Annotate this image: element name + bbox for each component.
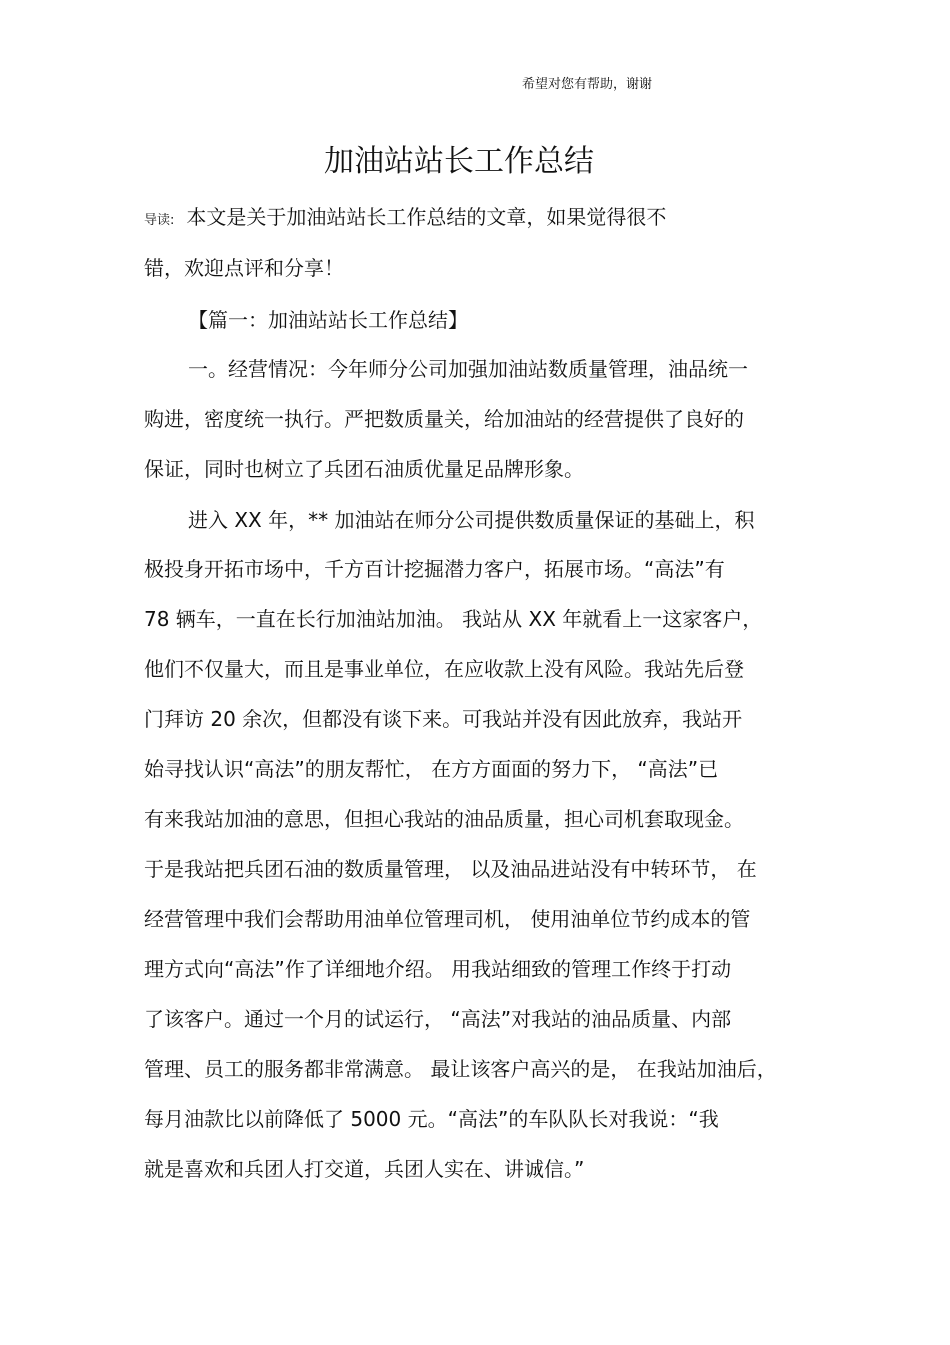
body-line-5: 极投身开拓市场中，千方百计挖掘潜力客户，拓展市场。“高法”有: [144, 557, 725, 581]
lead-label: 导读:: [144, 213, 175, 228]
body-line-4: 进入 XX 年，** 加油站在师分公司提供数质量保证的基础上，积: [188, 508, 755, 532]
body-line-2: 购进，密度统一执行。严把数质量关，给加油站的经营提供了良好的: [144, 407, 744, 431]
body-line-9: 始寻找认识“高法”的朋友帮忙， 在方方面面的努力下， “高法”已: [144, 757, 719, 781]
header-note: 希望对您有帮助，谢谢: [522, 77, 653, 92]
lead-text-1: 本文是关于加油站站长工作总结的文章，如果觉得很不: [186, 205, 667, 229]
document-title: 加油站站长工作总结: [324, 144, 594, 179]
section-heading: 【篇一：加油站站长工作总结】: [188, 308, 468, 332]
body-line-16: 每月油款比以前降低了 5000 元。“高法”的车队队长对我说：“我: [144, 1107, 719, 1131]
body-line-1: 一。经营情况：今年师分公司加强加油站数质量管理，油品统一: [188, 357, 748, 381]
body-line-13: 理方式向“高法”作了详细地介绍。 用我站细致的管理工作终于打动: [144, 957, 732, 981]
body-line-14: 了该客户。通过一个月的试运行， “高法”对我站的油品质量、内部: [144, 1007, 732, 1031]
body-line-7: 他们不仅量大，而且是事业单位，在应收款上没有风险。我站先后登: [144, 657, 744, 681]
body-line-8: 门拜访 20 余次，但都没有谈下来。可我站并没有因此放弃，我站开: [144, 707, 743, 731]
lead-line-2: 错，欢迎点评和分享！: [144, 256, 344, 280]
body-line-6: 78 辆车，一直在长行加油站加油。 我站从 XX 年就看上一这家客户，: [144, 607, 763, 631]
body-line-3: 保证，同时也树立了兵团石油质优量足品牌形象。: [144, 457, 584, 481]
body-line-11: 于是我站把兵团石油的数质量管理， 以及油品进站没有中转环节， 在: [144, 857, 757, 881]
lead-line-1: [144, 203, 666, 235]
body-line-10: 有来我站加油的意思，但担心我站的油品质量，担心司机套取现金。: [144, 807, 744, 831]
body-line-17: 就是喜欢和兵团人打交道，兵团人实在、讲诚信。”: [144, 1157, 585, 1181]
body-line-12: 经营管理中我们会帮助用油单位管理司机， 使用油单位节约成本的管: [144, 907, 751, 931]
body-line-15: 管理、员工的服务都非常满意。 最让该客户高兴的是， 在我站加油后，: [144, 1057, 777, 1081]
